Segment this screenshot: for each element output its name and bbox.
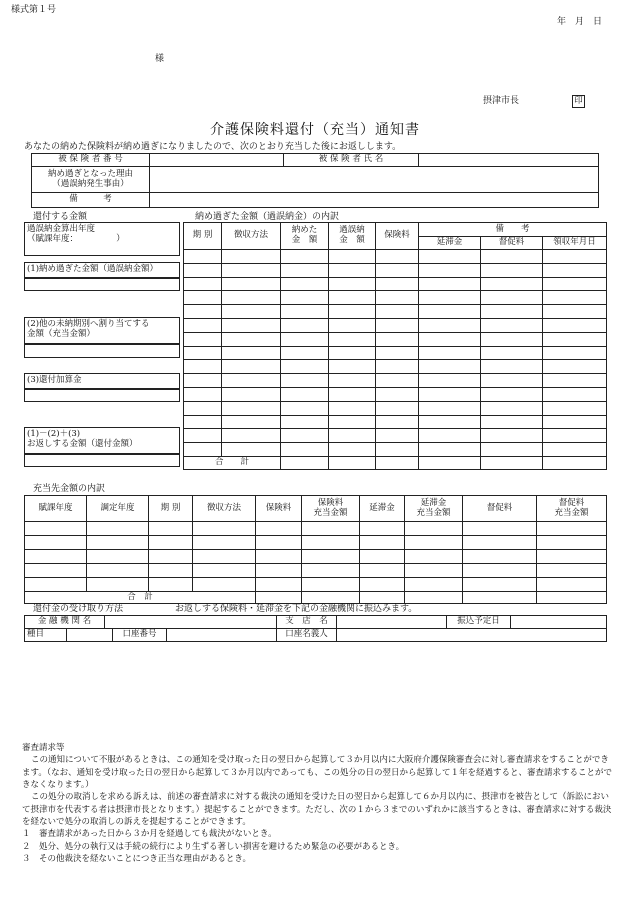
breakdown-cell[interactable]	[281, 360, 329, 374]
allocation-cell[interactable]	[149, 536, 193, 550]
allocation-cell[interactable]	[256, 578, 302, 592]
allocation-cell[interactable]	[463, 550, 537, 564]
allocation-cell[interactable]	[193, 522, 256, 536]
allocation-cell[interactable]	[360, 578, 405, 592]
addressee-suffix: 様	[155, 54, 165, 64]
breakdown-label: 納め過ぎた金額（過誤納金）の内訳	[195, 212, 340, 222]
allocation-cell[interactable]	[537, 578, 607, 592]
breakdown-cell[interactable]	[184, 360, 222, 374]
breakdown-cell[interactable]	[543, 332, 607, 346]
reason-field[interactable]	[150, 167, 599, 193]
col-remarks: 備 考	[419, 223, 607, 237]
breakdown-cell[interactable]	[329, 387, 376, 401]
allocation-cell[interactable]	[463, 578, 537, 592]
allocation-amount-field[interactable]	[24, 344, 180, 358]
breakdown-cell[interactable]	[222, 360, 281, 374]
col-late-fee: 延滞金	[419, 237, 481, 250]
breakdown-cell[interactable]	[329, 401, 376, 415]
allocation-cell[interactable]	[302, 564, 360, 578]
allocation-cell[interactable]	[537, 564, 607, 578]
breakdown-cell[interactable]	[543, 346, 607, 360]
breakdown-cell[interactable]	[543, 415, 607, 429]
col-paid-amount: 納めた 金 額	[281, 223, 329, 250]
breakdown-cell[interactable]	[543, 387, 607, 401]
breakdown-cell[interactable]	[419, 346, 481, 360]
issuer-name: 摂津市長	[483, 96, 520, 106]
allocation-cell[interactable]	[463, 536, 537, 550]
allocation-section-label: 充当先金額の内訳	[33, 484, 106, 494]
breakdown-cell[interactable]	[481, 250, 543, 264]
breakdown-cell[interactable]	[281, 250, 329, 264]
allocation-cell[interactable]	[537, 550, 607, 564]
breakdown-row	[184, 415, 607, 429]
breakdown-cell[interactable]	[184, 263, 222, 277]
allocation-cell[interactable]	[87, 522, 149, 536]
breakdown-row	[184, 443, 607, 457]
breakdown-cell[interactable]	[376, 360, 419, 374]
breakdown-cell[interactable]	[184, 250, 222, 264]
insured-number-label: 被 保 険 者 番 号	[32, 154, 150, 167]
breakdown-cell[interactable]	[281, 263, 329, 277]
breakdown-cell[interactable]	[419, 332, 481, 346]
breakdown-cell[interactable]	[184, 415, 222, 429]
col-overpaid-amount: 過誤納 金 額	[329, 223, 376, 250]
allocation-cell[interactable]	[302, 536, 360, 550]
notes-item-2: ２ 処分、処分の執行又は手続の続行により生ずる著しい損害を避けるため緊急の必要があるとき。	[22, 841, 405, 852]
breakdown-cell[interactable]	[419, 443, 481, 457]
breakdown-cell[interactable]	[419, 277, 481, 291]
remarks-label: 備 考	[32, 193, 150, 208]
allocation-cell[interactable]	[87, 550, 149, 564]
alloc-col-reminder-alloc: 督促料 充当金額	[537, 496, 607, 522]
breakdown-row	[184, 401, 607, 415]
breakdown-cell[interactable]	[543, 305, 607, 319]
breakdown-row	[184, 291, 607, 305]
allocation-cell[interactable]	[149, 564, 193, 578]
breakdown-cell[interactable]	[329, 291, 376, 305]
breakdown-row	[184, 318, 607, 332]
allocation-cell[interactable]	[360, 536, 405, 550]
refund-addition-label: (3)還付加算金	[24, 373, 180, 389]
breakdown-cell[interactable]	[222, 346, 281, 360]
breakdown-cell[interactable]	[419, 374, 481, 388]
alloc-col-period: 期 別	[149, 496, 193, 522]
alloc-col-assess-year: 調定年度	[87, 496, 149, 522]
allocation-total-cell[interactable]	[302, 592, 360, 604]
overpaid-amount-field[interactable]	[24, 278, 180, 291]
breakdown-total-cell[interactable]	[329, 456, 376, 469]
allocation-cell[interactable]	[405, 550, 463, 564]
breakdown-cell[interactable]	[376, 250, 419, 264]
alloc-col-method: 徴収方法	[193, 496, 256, 522]
breakdown-cell[interactable]	[329, 374, 376, 388]
breakdown-table	[183, 222, 607, 470]
allocation-cell[interactable]	[463, 522, 537, 536]
breakdown-cell[interactable]	[419, 263, 481, 277]
breakdown-cell[interactable]	[222, 374, 281, 388]
breakdown-cell[interactable]	[543, 250, 607, 264]
branch-field[interactable]	[337, 616, 447, 629]
refund-amount-label: (1)－(2)＋(3) お返しする金額（還付金額）	[24, 427, 180, 454]
alloc-col-premium-alloc: 保険料 充当金額	[302, 496, 360, 522]
date-line: 年 月 日	[557, 17, 603, 27]
breakdown-cell[interactable]	[543, 429, 607, 443]
appeal-notes	[22, 742, 612, 865]
allocation-total-label: 合 計	[25, 592, 256, 604]
account-info-table	[24, 628, 607, 642]
breakdown-row	[184, 305, 607, 319]
allocation-cell[interactable]	[537, 536, 607, 550]
allocation-row	[25, 536, 607, 550]
allocation-cell[interactable]	[302, 522, 360, 536]
breakdown-cell[interactable]	[419, 401, 481, 415]
col-period: 期 別	[184, 223, 222, 250]
remarks-field[interactable]	[150, 193, 599, 208]
breakdown-cell[interactable]	[419, 291, 481, 305]
breakdown-row	[184, 429, 607, 443]
allocation-cell[interactable]	[256, 550, 302, 564]
allocation-cell[interactable]	[256, 564, 302, 578]
breakdown-cell[interactable]	[222, 250, 281, 264]
allocation-total-cell[interactable]	[537, 592, 607, 604]
breakdown-row	[184, 263, 607, 277]
payment-note: お返しする保険料・延滞金を下記の金融機関に振込みます。	[175, 604, 418, 614]
breakdown-cell[interactable]	[329, 360, 376, 374]
breakdown-cell[interactable]	[376, 332, 419, 346]
breakdown-cell[interactable]	[222, 387, 281, 401]
breakdown-cell[interactable]	[481, 277, 543, 291]
breakdown-cell[interactable]	[543, 318, 607, 332]
allocation-cell[interactable]	[25, 522, 87, 536]
breakdown-cell[interactable]	[222, 332, 281, 346]
insured-info-table	[31, 153, 599, 208]
account-number-label: 口座番号	[113, 629, 167, 642]
breakdown-cell[interactable]	[481, 360, 543, 374]
breakdown-cell[interactable]	[222, 263, 281, 277]
breakdown-cell[interactable]	[376, 263, 419, 277]
breakdown-cell[interactable]	[184, 429, 222, 443]
allocation-cell[interactable]	[25, 536, 87, 550]
allocation-cell[interactable]	[256, 522, 302, 536]
breakdown-cell[interactable]	[329, 415, 376, 429]
allocation-cell[interactable]	[360, 550, 405, 564]
breakdown-cell[interactable]	[419, 415, 481, 429]
breakdown-cell[interactable]	[481, 263, 543, 277]
account-type-label: 種目	[25, 629, 67, 642]
alloc-col-late-alloc: 延滞金 充当金額	[405, 496, 463, 522]
breakdown-cell[interactable]	[419, 250, 481, 264]
allocation-cell[interactable]	[149, 522, 193, 536]
account-type-field[interactable]	[67, 629, 113, 642]
allocation-cell[interactable]	[405, 578, 463, 592]
allocation-row	[25, 522, 607, 536]
notes-item-3: ３ その他裁決を経ないことにつき正当な理由があるとき。	[22, 853, 251, 864]
breakdown-row	[184, 387, 607, 401]
breakdown-cell[interactable]	[481, 332, 543, 346]
allocation-table	[24, 495, 607, 604]
transfer-date-field[interactable]	[511, 616, 607, 629]
page-title: 介護保険料還付（充当）通知書	[210, 122, 420, 138]
breakdown-cell[interactable]	[419, 429, 481, 443]
breakdown-cell[interactable]	[376, 443, 419, 457]
breakdown-cell[interactable]	[543, 291, 607, 305]
breakdown-cell[interactable]	[222, 318, 281, 332]
allocation-cell[interactable]	[25, 550, 87, 564]
breakdown-cell[interactable]	[281, 443, 329, 457]
allocation-total-cell[interactable]	[360, 592, 405, 604]
overpaid-amount-label: (1)納め過ぎた金額（過誤納金額）	[24, 262, 180, 278]
account-holder-field[interactable]	[337, 629, 607, 642]
breakdown-cell[interactable]	[184, 374, 222, 388]
notes-item-1: １ 審査請求があった日から３か月を経過しても裁決がないとき。	[22, 829, 277, 840]
breakdown-cell[interactable]	[329, 346, 376, 360]
breakdown-total-label: 合 計	[184, 456, 281, 469]
bank-name-field[interactable]	[105, 616, 277, 629]
breakdown-cell[interactable]	[481, 374, 543, 388]
breakdown-cell[interactable]	[376, 346, 419, 360]
breakdown-cell[interactable]	[184, 291, 222, 305]
breakdown-cell[interactable]	[543, 277, 607, 291]
breakdown-cell[interactable]	[376, 401, 419, 415]
breakdown-cell[interactable]	[481, 318, 543, 332]
allocation-cell[interactable]	[193, 550, 256, 564]
col-reminder-fee: 督促料	[481, 237, 543, 250]
allocation-cell[interactable]	[149, 578, 193, 592]
breakdown-row	[184, 360, 607, 374]
notes-heading: 審査請求等	[22, 743, 65, 753]
breakdown-cell[interactable]	[329, 277, 376, 291]
allocation-cell[interactable]	[405, 536, 463, 550]
breakdown-cell[interactable]	[376, 374, 419, 388]
breakdown-cell[interactable]	[222, 415, 281, 429]
transfer-date-label: 振込予定日	[447, 616, 511, 629]
allocation-cell[interactable]	[360, 564, 405, 578]
breakdown-cell[interactable]	[222, 401, 281, 415]
breakdown-cell[interactable]	[376, 318, 419, 332]
allocation-row	[25, 578, 607, 592]
breakdown-cell[interactable]	[419, 360, 481, 374]
insured-name-field[interactable]	[419, 154, 599, 167]
calc-year-box: 過誤納金算出年度 （賦課年度： ）	[24, 222, 180, 256]
refund-amount-field[interactable]	[24, 454, 180, 467]
account-number-field[interactable]	[167, 629, 277, 642]
breakdown-cell[interactable]	[281, 346, 329, 360]
breakdown-cell[interactable]	[481, 291, 543, 305]
intro-text: あなたの納めた保険料が納め過ぎになりましたので、次のとおり充当した後にお返しします。	[24, 142, 402, 152]
breakdown-row	[184, 250, 607, 264]
branch-label: 支 店 名	[277, 616, 337, 629]
allocation-total-row	[25, 592, 607, 604]
allocation-row	[25, 564, 607, 578]
breakdown-cell[interactable]	[376, 415, 419, 429]
breakdown-cell[interactable]	[281, 401, 329, 415]
form-number: 様式第１号	[11, 5, 57, 15]
alloc-col-late-fee: 延滞金	[360, 496, 405, 522]
breakdown-cell[interactable]	[481, 401, 543, 415]
breakdown-total-row	[184, 456, 607, 469]
breakdown-cell[interactable]	[184, 305, 222, 319]
breakdown-cell[interactable]	[281, 387, 329, 401]
breakdown-cell[interactable]	[329, 250, 376, 264]
breakdown-total-cell[interactable]	[543, 456, 607, 469]
breakdown-cell[interactable]	[481, 387, 543, 401]
breakdown-cell[interactable]	[481, 305, 543, 319]
breakdown-cell[interactable]	[481, 443, 543, 457]
bank-name-label: 金 融 機 関 名	[25, 616, 105, 629]
breakdown-cell[interactable]	[376, 291, 419, 305]
allocation-cell[interactable]	[87, 578, 149, 592]
breakdown-cell[interactable]	[481, 346, 543, 360]
breakdown-cell[interactable]	[184, 332, 222, 346]
allocation-row	[25, 550, 607, 564]
breakdown-cell[interactable]	[329, 332, 376, 346]
breakdown-cell[interactable]	[184, 387, 222, 401]
allocation-cell[interactable]	[193, 564, 256, 578]
allocation-cell[interactable]	[193, 536, 256, 550]
breakdown-row	[184, 332, 607, 346]
seal-mark: 印	[572, 95, 585, 108]
refund-section-label: 還付する金額	[33, 212, 88, 222]
breakdown-cell[interactable]	[184, 318, 222, 332]
breakdown-cell[interactable]	[281, 374, 329, 388]
allocation-cell[interactable]	[87, 536, 149, 550]
breakdown-cell[interactable]	[329, 318, 376, 332]
breakdown-total-cell[interactable]	[481, 456, 543, 469]
breakdown-cell[interactable]	[184, 346, 222, 360]
breakdown-cell[interactable]	[281, 291, 329, 305]
allocation-cell[interactable]	[193, 578, 256, 592]
breakdown-cell[interactable]	[222, 429, 281, 443]
allocation-cell[interactable]	[25, 564, 87, 578]
alloc-col-levy-year: 賦課年度	[25, 496, 87, 522]
breakdown-cell[interactable]	[184, 401, 222, 415]
breakdown-total-cell[interactable]	[376, 456, 419, 469]
breakdown-cell[interactable]	[419, 387, 481, 401]
col-receipt-date: 領収年月日	[543, 237, 607, 250]
notes-paragraph-2: この処分の取消しを求める訴えは、前述の審査請求に対する裁決の通知を受けた日の翌日から起算して６か月以内に、摂津市を被告として（訴訟において摂津市を代表する者は摂津市長となります。）提起することができます。ただし、次の１から３までのいずれかに該当するときは、審査請求に対する裁決を経ないで処分の取消しの訴えを提起することができます。	[22, 792, 612, 827]
allocation-cell[interactable]	[463, 564, 537, 578]
insured-name-label: 被 保 険 者 氏 名	[284, 154, 419, 167]
breakdown-cell[interactable]	[543, 263, 607, 277]
breakdown-cell[interactable]	[222, 305, 281, 319]
breakdown-cell[interactable]	[481, 415, 543, 429]
breakdown-cell[interactable]	[222, 291, 281, 305]
allocation-total-cell[interactable]	[405, 592, 463, 604]
breakdown-cell[interactable]	[281, 415, 329, 429]
allocation-cell[interactable]	[537, 522, 607, 536]
breakdown-cell[interactable]	[376, 305, 419, 319]
breakdown-row	[184, 277, 607, 291]
allocation-cell[interactable]	[360, 522, 405, 536]
breakdown-cell[interactable]	[419, 318, 481, 332]
breakdown-cell[interactable]	[281, 429, 329, 443]
breakdown-cell[interactable]	[543, 360, 607, 374]
breakdown-cell[interactable]	[184, 277, 222, 291]
allocation-cell[interactable]	[25, 578, 87, 592]
col-method: 徴収方法	[222, 223, 281, 250]
breakdown-cell[interactable]	[281, 332, 329, 346]
col-premium: 保険料	[376, 223, 419, 250]
allocation-cell[interactable]	[149, 550, 193, 564]
breakdown-cell[interactable]	[376, 277, 419, 291]
allocation-total-cell[interactable]	[463, 592, 537, 604]
alloc-col-premium: 保険料	[256, 496, 302, 522]
breakdown-cell[interactable]	[281, 305, 329, 319]
breakdown-row	[184, 346, 607, 360]
breakdown-cell[interactable]	[376, 429, 419, 443]
refund-addition-field[interactable]	[24, 389, 180, 402]
allocation-cell[interactable]	[405, 522, 463, 536]
breakdown-cell[interactable]	[184, 443, 222, 457]
alloc-col-reminder-fee: 督促料	[463, 496, 537, 522]
breakdown-total-cell[interactable]	[281, 456, 329, 469]
allocation-cell[interactable]	[302, 578, 360, 592]
breakdown-cell[interactable]	[329, 305, 376, 319]
reason-label: 納め過ぎとなった理由 （過誤納発生事由）	[32, 167, 150, 193]
breakdown-cell[interactable]	[543, 401, 607, 415]
breakdown-cell[interactable]	[329, 263, 376, 277]
allocation-cell[interactable]	[87, 564, 149, 578]
breakdown-cell[interactable]	[376, 387, 419, 401]
breakdown-cell[interactable]	[329, 429, 376, 443]
breakdown-cell[interactable]	[543, 374, 607, 388]
breakdown-total-cell[interactable]	[419, 456, 481, 469]
breakdown-cell[interactable]	[481, 429, 543, 443]
account-holder-label: 口座名義人	[277, 629, 337, 642]
allocation-cell[interactable]	[302, 550, 360, 564]
allocation-total-cell[interactable]	[256, 592, 302, 604]
allocation-cell[interactable]	[256, 536, 302, 550]
breakdown-cell[interactable]	[543, 443, 607, 457]
notes-paragraph-1: この通知について不服があるときは、この通知を受け取った日の翌日から起算して３か月以内に大阪府介護保険審査会に対し審査請求をすることができます。（なお、通知を受け取った日の翌日から起算して３か月以内であっても、この処分の日の翌日から起算して１年を経過すると、審査請求することができなくなります。）	[22, 755, 612, 790]
bank-info-table	[24, 615, 607, 629]
breakdown-cell[interactable]	[419, 305, 481, 319]
breakdown-cell[interactable]	[222, 277, 281, 291]
insured-number-field[interactable]	[150, 154, 284, 167]
allocation-cell[interactable]	[405, 564, 463, 578]
breakdown-cell[interactable]	[329, 443, 376, 457]
allocation-amount-label: (2)他の未納期別へ割り当てする 金額（充当金額）	[24, 317, 180, 344]
breakdown-cell[interactable]	[281, 318, 329, 332]
breakdown-cell[interactable]	[281, 277, 329, 291]
breakdown-row	[184, 374, 607, 388]
breakdown-cell[interactable]	[222, 443, 281, 457]
payment-section-label: 還付金の受け取り方法	[33, 604, 124, 614]
